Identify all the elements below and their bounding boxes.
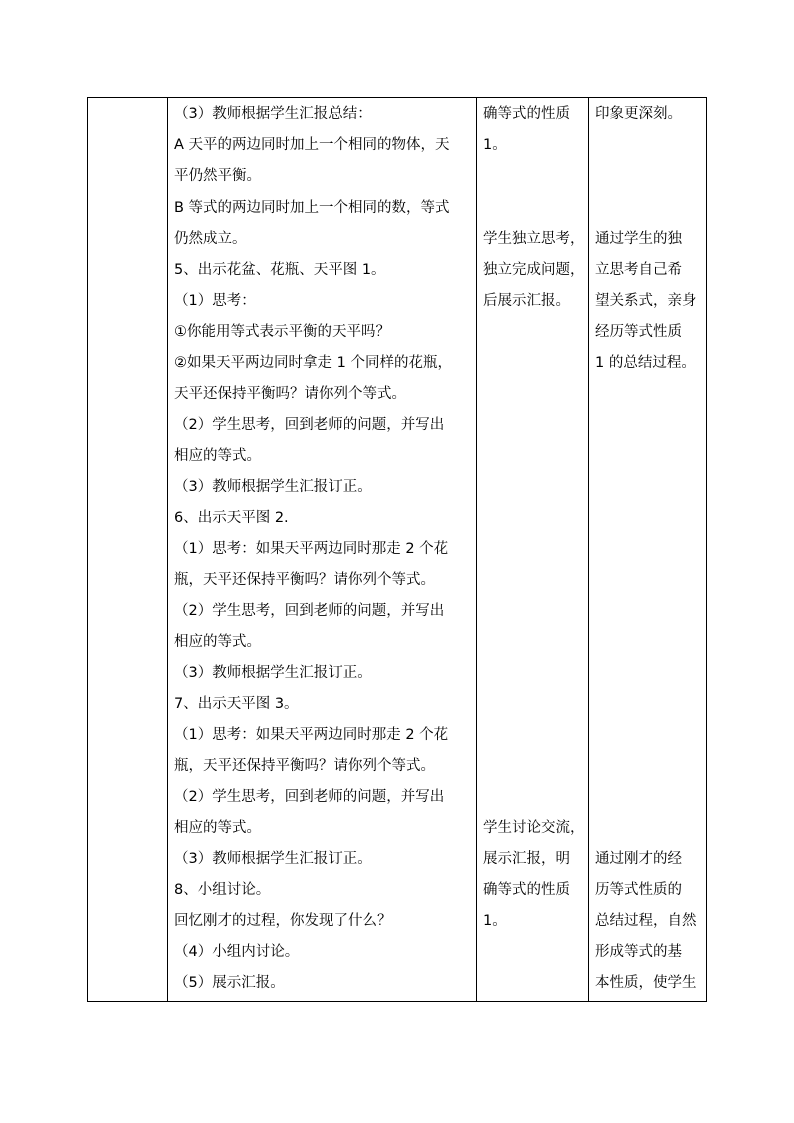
- intent-line: 通过刚才的经: [595, 851, 682, 867]
- intent-line: 历等式性质的: [595, 882, 682, 898]
- process-line: （5）展示汇报。: [174, 975, 285, 991]
- lesson-plan-table: [87, 97, 707, 1002]
- design-intent-column: [595, 98, 705, 1001]
- process-line: 7、出示天平图 3。: [174, 696, 299, 712]
- process-line: （2）学生思考，回到老师的问题，并写出: [174, 417, 445, 433]
- intent-line: 通过学生的独: [595, 231, 682, 247]
- process-line: （1）思考：: [174, 293, 256, 309]
- intent-line: 望关系式，亲身: [595, 293, 697, 309]
- process-line: （2）学生思考，回到老师的问题，并写出: [174, 789, 445, 805]
- student-line: 确等式的性质: [483, 106, 570, 122]
- process-line: 5、出示花盆、花瓶、天平图 1。: [174, 262, 386, 278]
- intent-line: 立思考自己希: [595, 262, 682, 278]
- process-line: 8、小组讨论。: [174, 882, 271, 898]
- process-line: （3）教师根据学生汇报订正。: [174, 665, 372, 681]
- process-line: B 等式的两边同时加上一个相同的数，等式: [174, 200, 450, 216]
- student-line: 确等式的性质: [483, 882, 570, 898]
- intent-line: 本性质，使学生: [595, 975, 697, 991]
- process-line: （3）教师根据学生汇报订正。: [174, 851, 372, 867]
- student-line: 后展示汇报。: [483, 293, 570, 309]
- student-line: 1。: [483, 137, 507, 153]
- process-line: （3）教师根据学生汇报订正。: [174, 479, 372, 495]
- student-line: 展示汇报，明: [483, 851, 570, 867]
- process-line: （4）小组内讨论。: [174, 944, 300, 960]
- process-line: （3）教师根据学生汇报总结：: [174, 106, 372, 122]
- process-line: （1）思考：如果天平两边同时那走 2 个花: [174, 727, 449, 743]
- intent-line: 形成等式的基: [595, 944, 682, 960]
- student-line: 1。: [483, 913, 507, 929]
- intent-line: 经历等式性质: [595, 324, 682, 340]
- intent-line: 印象更深刻。: [595, 106, 682, 122]
- process-line: 瓶，天平还保持平衡吗？请你列个等式。: [174, 572, 435, 588]
- column-divider: [588, 98, 589, 1001]
- process-line: ②如果天平两边同时拿走 1 个同样的花瓶，: [174, 355, 452, 371]
- column-divider: [167, 98, 168, 1001]
- process-line: 平仍然平衡。: [174, 168, 261, 184]
- process-line: （2）学生思考，回到老师的问题，并写出: [174, 603, 445, 619]
- process-line: 天平还保持平衡吗？请你列个等式。: [174, 386, 406, 402]
- student-activity-column: [483, 98, 585, 1001]
- process-line: 回忆刚才的过程，你发现了什么？: [174, 913, 392, 929]
- student-line: 学生讨论交流，: [483, 820, 585, 836]
- student-line: 独立完成问题，: [483, 262, 585, 278]
- column-divider: [476, 98, 477, 1001]
- process-line: （1）思考：如果天平两边同时那走 2 个花: [174, 541, 449, 557]
- process-line: ①你能用等式表示平衡的天平吗？: [174, 324, 390, 340]
- stage-column: [88, 98, 167, 1001]
- intent-line: 1 的总结过程。: [595, 355, 696, 371]
- student-line: 学生独立思考，: [483, 231, 585, 247]
- process-line: 相应的等式。: [174, 820, 261, 836]
- process-line: 仍然成立。: [174, 231, 247, 247]
- process-line: 6、出示天平图 2.: [174, 510, 289, 526]
- process-line: 相应的等式。: [174, 448, 261, 464]
- teaching-process-column: [174, 98, 472, 1001]
- process-line: A 天平的两边同时加上一个相同的物体，天: [174, 137, 450, 153]
- process-line: 瓶，天平还保持平衡吗？请你列个等式。: [174, 758, 435, 774]
- intent-line: 总结过程，自然: [595, 913, 697, 929]
- process-line: 相应的等式。: [174, 634, 261, 650]
